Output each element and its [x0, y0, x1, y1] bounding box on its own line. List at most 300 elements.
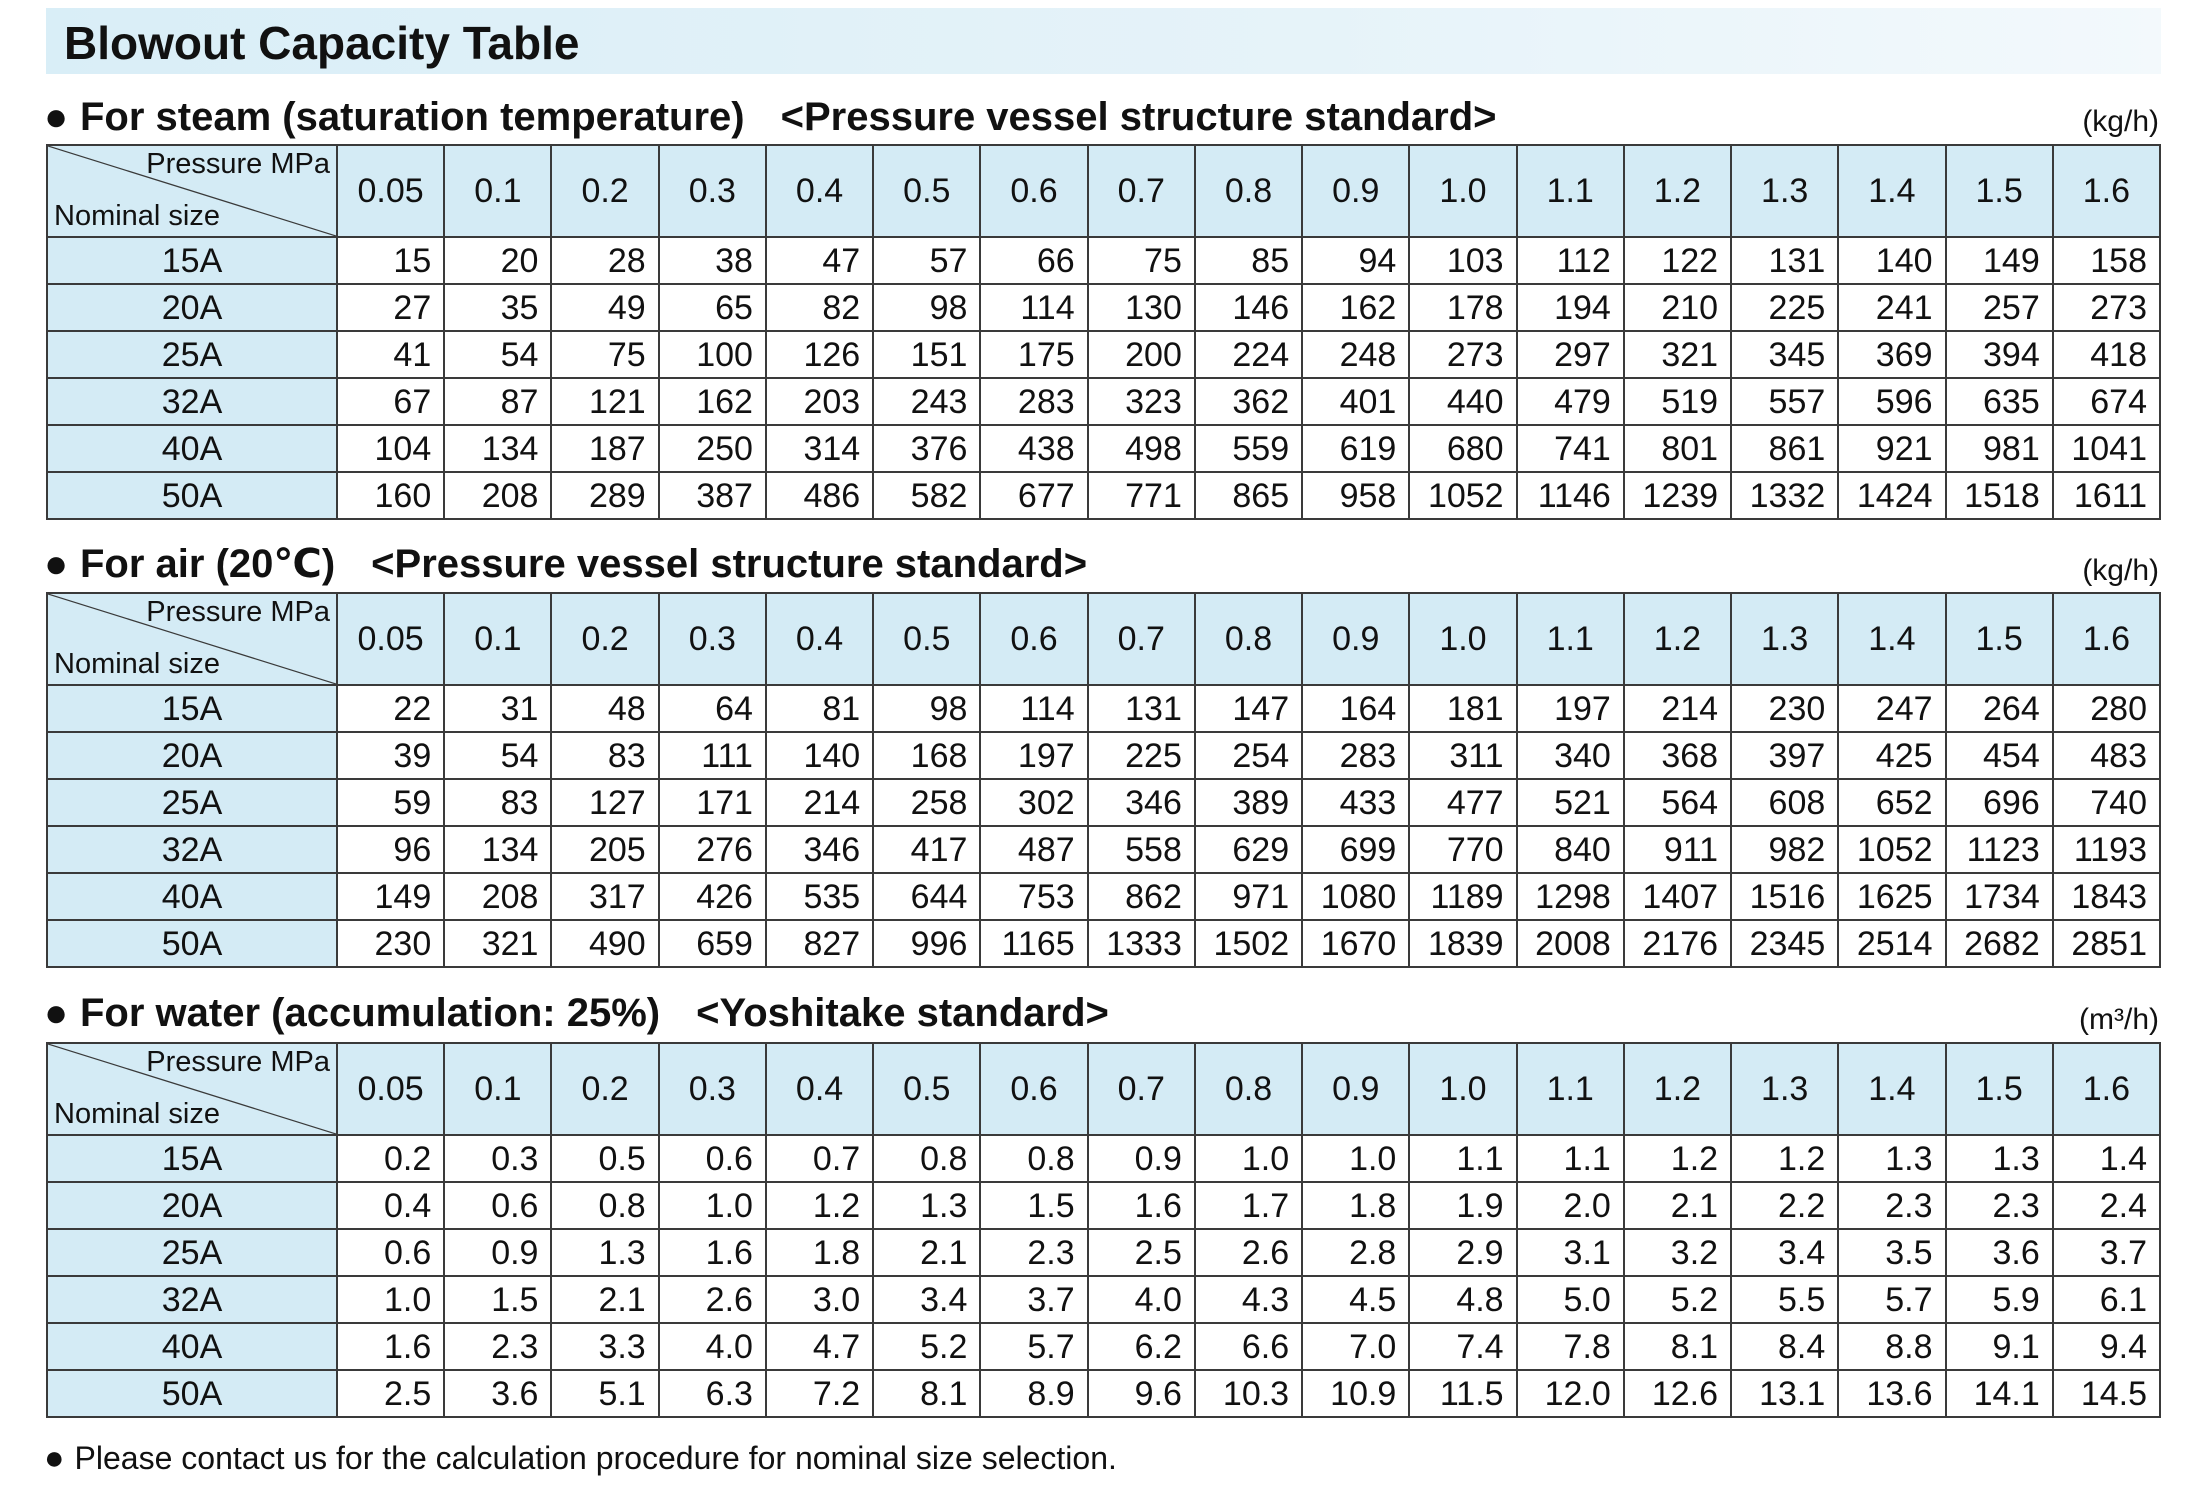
capacity-cell: 1041: [2053, 425, 2160, 472]
capacity-cell: 454: [1946, 732, 2053, 779]
capacity-cell: 558: [1088, 826, 1195, 873]
capacity-cell: 644: [873, 873, 980, 920]
pressure-header: 1.2: [1624, 1043, 1731, 1135]
capacity-cell: 317: [551, 873, 658, 920]
capacity-cell: 210: [1624, 284, 1731, 331]
pressure-header: 0.1: [444, 145, 551, 237]
pressure-header: 0.6: [980, 593, 1087, 685]
capacity-cell: 4.3: [1195, 1276, 1302, 1323]
capacity-cell: 254: [1195, 732, 1302, 779]
capacity-cell: 1165: [980, 920, 1087, 967]
capacity-cell: 1.1: [1409, 1135, 1516, 1182]
capacity-cell: 1052: [1409, 472, 1516, 519]
footer-text: Please contact us for the calculation procedure for nominal size selection.: [74, 1440, 1117, 1476]
capacity-cell: 629: [1195, 826, 1302, 873]
capacity-cell: 250: [659, 425, 766, 472]
capacity-cell: 258: [873, 779, 980, 826]
capacity-cell: 171: [659, 779, 766, 826]
capacity-cell: 31: [444, 685, 551, 732]
capacity-cell: 7.0: [1302, 1323, 1409, 1370]
nominal-size-cell: 32A: [47, 378, 337, 425]
capacity-cell: 2.4: [2053, 1182, 2160, 1229]
pressure-header: 1.1: [1517, 1043, 1624, 1135]
section-standard: <Pressure vessel structure standard>: [371, 542, 1088, 586]
pressure-header: 0.5: [873, 593, 980, 685]
pressure-header: 0.5: [873, 1043, 980, 1135]
capacity-cell: 1.3: [1838, 1135, 1945, 1182]
capacity-cell: 39: [337, 732, 444, 779]
capacity-cell: 740: [2053, 779, 2160, 826]
capacity-cell: 2682: [1946, 920, 2053, 967]
capacity-cell: 771: [1088, 472, 1195, 519]
capacity-cell: 1123: [1946, 826, 2053, 873]
capacity-cell: 241: [1838, 284, 1945, 331]
capacity-cell: 121: [551, 378, 658, 425]
table-row: [47, 472, 2160, 519]
bullet-icon: ●: [44, 991, 69, 1035]
capacity-cell: 0.3: [444, 1135, 551, 1182]
capacity-cell: 8.4: [1731, 1323, 1838, 1370]
capacity-cell: 490: [551, 920, 658, 967]
pressure-label: Pressure MPa: [146, 596, 330, 628]
capacity-cell: 958: [1302, 472, 1409, 519]
capacity-cell: 417: [873, 826, 980, 873]
capacity-cell: 8.8: [1838, 1323, 1945, 1370]
nominal-size-label: Nominal size: [54, 200, 220, 232]
pressure-header: 0.05: [337, 1043, 444, 1135]
nominal-size-cell: 15A: [47, 685, 337, 732]
pressure-header: 0.1: [444, 1043, 551, 1135]
capacity-cell: 20: [444, 237, 551, 284]
capacity-cell: 1.0: [1195, 1135, 1302, 1182]
capacity-cell: 82: [766, 284, 873, 331]
capacity-cell: 0.6: [444, 1182, 551, 1229]
capacity-cell: 582: [873, 472, 980, 519]
capacity-cell: 3.0: [766, 1276, 873, 1323]
nominal-size-cell: 25A: [47, 1229, 337, 1276]
capacity-cell: 9.4: [2053, 1323, 2160, 1370]
capacity-cell: 164: [1302, 685, 1409, 732]
capacity-cell: 2.3: [1838, 1182, 1945, 1229]
capacity-cell: 3.2: [1624, 1229, 1731, 1276]
capacity-cell: 214: [766, 779, 873, 826]
capacity-cell: 0.8: [873, 1135, 980, 1182]
capacity-cell: 2.5: [337, 1370, 444, 1417]
capacity-cell: 59: [337, 779, 444, 826]
capacity-cell: 438: [980, 425, 1087, 472]
capacity-cell: 158: [2053, 237, 2160, 284]
capacity-cell: 83: [551, 732, 658, 779]
capacity-cell: 5.1: [551, 1370, 658, 1417]
capacity-cell: 0.6: [337, 1229, 444, 1276]
pressure-header: 1.0: [1409, 1043, 1516, 1135]
nominal-size-cell: 40A: [47, 873, 337, 920]
capacity-cell: 376: [873, 425, 980, 472]
pressure-header: 0.2: [551, 1043, 658, 1135]
capacity-cell: 0.8: [551, 1182, 658, 1229]
capacity-cell: 1.3: [1946, 1135, 2053, 1182]
capacity-cell: 652: [1838, 779, 1945, 826]
capacity-cell: 425: [1838, 732, 1945, 779]
capacity-cell: 8.1: [1624, 1323, 1731, 1370]
capacity-cell: 483: [2053, 732, 2160, 779]
nominal-size-cell: 25A: [47, 779, 337, 826]
capacity-cell: 741: [1517, 425, 1624, 472]
capacity-cell: 680: [1409, 425, 1516, 472]
capacity-cell: 7.8: [1517, 1323, 1624, 1370]
pressure-header: 0.9: [1302, 145, 1409, 237]
capacity-cell: 1502: [1195, 920, 1302, 967]
capacity-cell: 753: [980, 873, 1087, 920]
capacity-cell: 181: [1409, 685, 1516, 732]
capacity-cell: 140: [1838, 237, 1945, 284]
capacity-cell: 15: [337, 237, 444, 284]
capacity-cell: 4.0: [1088, 1276, 1195, 1323]
capacity-table-water: [46, 1042, 2161, 1418]
capacity-cell: 7.2: [766, 1370, 873, 1417]
nominal-size-label: Nominal size: [54, 648, 220, 680]
capacity-cell: 418: [2053, 331, 2160, 378]
capacity-cell: 401: [1302, 378, 1409, 425]
capacity-cell: 22: [337, 685, 444, 732]
capacity-cell: 57: [873, 237, 980, 284]
pressure-header: 0.3: [659, 593, 766, 685]
pressure-header: 0.3: [659, 1043, 766, 1135]
pressure-header: 0.3: [659, 145, 766, 237]
capacity-cell: 1.0: [1302, 1135, 1409, 1182]
capacity-cell: 1332: [1731, 472, 1838, 519]
capacity-cell: 1298: [1517, 873, 1624, 920]
capacity-cell: 1.2: [766, 1182, 873, 1229]
capacity-cell: 112: [1517, 237, 1624, 284]
table-row: [47, 284, 2160, 331]
capacity-cell: 1611: [2053, 472, 2160, 519]
capacity-cell: 38: [659, 237, 766, 284]
pressure-header: 1.3: [1731, 145, 1838, 237]
capacity-cell: 397: [1731, 732, 1838, 779]
capacity-cell: 1.2: [1731, 1135, 1838, 1182]
pressure-header: 0.2: [551, 145, 658, 237]
pressure-header: 1.1: [1517, 145, 1624, 237]
capacity-cell: 289: [551, 472, 658, 519]
nominal-size-cell: 20A: [47, 1182, 337, 1229]
capacity-cell: 225: [1088, 732, 1195, 779]
capacity-cell: 433: [1302, 779, 1409, 826]
capacity-cell: 3.1: [1517, 1229, 1624, 1276]
pressure-header: 0.05: [337, 145, 444, 237]
pressure-header: 1.6: [2053, 1043, 2160, 1135]
capacity-cell: 1.4: [2053, 1135, 2160, 1182]
pressure-header: 1.4: [1838, 593, 1945, 685]
capacity-cell: 302: [980, 779, 1087, 826]
nominal-size-cell: 25A: [47, 331, 337, 378]
capacity-cell: 3.3: [551, 1323, 658, 1370]
capacity-cell: 35: [444, 284, 551, 331]
pressure-header: 0.4: [766, 145, 873, 237]
capacity-cell: 2.1: [873, 1229, 980, 1276]
pressure-header: 0.05: [337, 593, 444, 685]
pressure-header: 0.4: [766, 1043, 873, 1135]
capacity-cell: 865: [1195, 472, 1302, 519]
capacity-cell: 214: [1624, 685, 1731, 732]
pressure-label: Pressure MPa: [146, 1046, 330, 1078]
capacity-cell: 321: [1624, 331, 1731, 378]
pressure-header: 0.9: [1302, 1043, 1409, 1135]
pressure-header: 0.4: [766, 593, 873, 685]
capacity-cell: 368: [1624, 732, 1731, 779]
capacity-cell: 264: [1946, 685, 2053, 732]
pressure-header: 0.1: [444, 593, 551, 685]
capacity-cell: 2514: [1838, 920, 1945, 967]
capacity-cell: 3.5: [1838, 1229, 1945, 1276]
capacity-cell: 114: [980, 284, 1087, 331]
capacity-cell: 345: [1731, 331, 1838, 378]
capacity-cell: 12.0: [1517, 1370, 1624, 1417]
capacity-cell: 1.8: [1302, 1182, 1409, 1229]
capacity-cell: 197: [980, 732, 1087, 779]
capacity-cell: 486: [766, 472, 873, 519]
capacity-cell: 10.9: [1302, 1370, 1409, 1417]
capacity-cell: 131: [1088, 685, 1195, 732]
capacity-cell: 2.8: [1302, 1229, 1409, 1276]
capacity-cell: 2008: [1517, 920, 1624, 967]
nominal-size-cell: 50A: [47, 472, 337, 519]
capacity-table-air: [46, 592, 2161, 968]
capacity-cell: 175: [980, 331, 1087, 378]
capacity-cell: 12.6: [1624, 1370, 1731, 1417]
capacity-cell: 87: [444, 378, 551, 425]
capacity-cell: 3.4: [873, 1276, 980, 1323]
capacity-cell: 1625: [1838, 873, 1945, 920]
capacity-cell: 311: [1409, 732, 1516, 779]
capacity-cell: 3.7: [2053, 1229, 2160, 1276]
section-unit: (kg/h): [2082, 105, 2159, 138]
capacity-cell: 608: [1731, 779, 1838, 826]
capacity-cell: 27: [337, 284, 444, 331]
table-row: [47, 237, 2160, 284]
capacity-cell: 111: [659, 732, 766, 779]
nominal-size-cell: 50A: [47, 1370, 337, 1417]
capacity-cell: 98: [873, 284, 980, 331]
pressure-header: 1.3: [1731, 1043, 1838, 1135]
pressure-header: 0.7: [1088, 1043, 1195, 1135]
capacity-cell: 0.7: [766, 1135, 873, 1182]
pressure-header: 1.4: [1838, 145, 1945, 237]
pressure-header: 1.5: [1946, 1043, 2053, 1135]
capacity-cell: 971: [1195, 873, 1302, 920]
capacity-cell: 5.5: [1731, 1276, 1838, 1323]
capacity-cell: 314: [766, 425, 873, 472]
capacity-cell: 257: [1946, 284, 2053, 331]
capacity-cell: 2.0: [1517, 1182, 1624, 1229]
capacity-cell: 861: [1731, 425, 1838, 472]
capacity-cell: 1.1: [1517, 1135, 1624, 1182]
nominal-size-cell: 40A: [47, 1323, 337, 1370]
capacity-cell: 659: [659, 920, 766, 967]
capacity-cell: 149: [1946, 237, 2053, 284]
capacity-cell: 5.9: [1946, 1276, 2053, 1323]
capacity-cell: 187: [551, 425, 658, 472]
capacity-cell: 64: [659, 685, 766, 732]
capacity-cell: 4.7: [766, 1323, 873, 1370]
capacity-cell: 1518: [1946, 472, 2053, 519]
capacity-cell: 921: [1838, 425, 1945, 472]
capacity-cell: 1193: [2053, 826, 2160, 873]
capacity-cell: 65: [659, 284, 766, 331]
capacity-cell: 1333: [1088, 920, 1195, 967]
capacity-cell: 557: [1731, 378, 1838, 425]
capacity-cell: 696: [1946, 779, 2053, 826]
capacity-cell: 535: [766, 873, 873, 920]
capacity-cell: 224: [1195, 331, 1302, 378]
header-row: [47, 1043, 2160, 1135]
pressure-header: 0.8: [1195, 145, 1302, 237]
capacity-cell: 2.1: [551, 1276, 658, 1323]
capacity-cell: 54: [444, 331, 551, 378]
pressure-header: 0.5: [873, 145, 980, 237]
capacity-cell: 1839: [1409, 920, 1516, 967]
capacity-cell: 96: [337, 826, 444, 873]
capacity-cell: 0.9: [1088, 1135, 1195, 1182]
capacity-cell: 2.5: [1088, 1229, 1195, 1276]
capacity-cell: 203: [766, 378, 873, 425]
capacity-cell: 160: [337, 472, 444, 519]
pressure-header: 0.7: [1088, 145, 1195, 237]
capacity-cell: 2.2: [1731, 1182, 1838, 1229]
capacity-cell: 197: [1517, 685, 1624, 732]
capacity-cell: 1.5: [444, 1276, 551, 1323]
capacity-cell: 1.3: [551, 1229, 658, 1276]
capacity-cell: 1052: [1838, 826, 1945, 873]
capacity-cell: 276: [659, 826, 766, 873]
capacity-cell: 862: [1088, 873, 1195, 920]
pressure-header: 1.0: [1409, 593, 1516, 685]
section-title: For steam (saturation temperature): [80, 95, 745, 139]
capacity-cell: 674: [2053, 378, 2160, 425]
capacity-cell: 6.2: [1088, 1323, 1195, 1370]
capacity-cell: 1.6: [337, 1323, 444, 1370]
capacity-cell: 5.7: [1838, 1276, 1945, 1323]
capacity-cell: 168: [873, 732, 980, 779]
pressure-header: 1.1: [1517, 593, 1624, 685]
capacity-cell: 9.1: [1946, 1323, 2053, 1370]
nominal-size-label: Nominal size: [54, 1098, 220, 1130]
table-row: [47, 1229, 2160, 1276]
bullet-icon: ●: [44, 95, 69, 139]
pressure-header: 1.0: [1409, 145, 1516, 237]
capacity-cell: 1424: [1838, 472, 1945, 519]
capacity-cell: 151: [873, 331, 980, 378]
capacity-cell: 49: [551, 284, 658, 331]
capacity-cell: 2.1: [1624, 1182, 1731, 1229]
capacity-cell: 205: [551, 826, 658, 873]
capacity-cell: 5.2: [873, 1323, 980, 1370]
capacity-cell: 1843: [2053, 873, 2160, 920]
capacity-cell: 47: [766, 237, 873, 284]
capacity-cell: 2.3: [444, 1323, 551, 1370]
capacity-cell: 273: [2053, 284, 2160, 331]
capacity-cell: 1.0: [659, 1182, 766, 1229]
capacity-cell: 2345: [1731, 920, 1838, 967]
capacity-cell: 1146: [1517, 472, 1624, 519]
capacity-cell: 1.3: [873, 1182, 980, 1229]
capacity-cell: 81: [766, 685, 873, 732]
capacity-cell: 146: [1195, 284, 1302, 331]
footer-note: [44, 1438, 1117, 1478]
pressure-label: Pressure MPa: [146, 148, 330, 180]
capacity-cell: 981: [1946, 425, 2053, 472]
capacity-cell: 498: [1088, 425, 1195, 472]
capacity-cell: 83: [444, 779, 551, 826]
capacity-cell: 362: [1195, 378, 1302, 425]
section-heading-water: [44, 988, 1109, 1038]
pressure-header: 1.2: [1624, 145, 1731, 237]
section-title: For air (20℃): [80, 542, 336, 586]
capacity-cell: 321: [444, 920, 551, 967]
capacity-cell: 104: [337, 425, 444, 472]
capacity-cell: 8.1: [873, 1370, 980, 1417]
nominal-size-cell: 32A: [47, 1276, 337, 1323]
capacity-cell: 0.9: [444, 1229, 551, 1276]
bullet-icon: ●: [44, 1439, 65, 1477]
capacity-cell: 200: [1088, 331, 1195, 378]
table-row: [47, 425, 2160, 472]
table-row: [47, 1135, 2160, 1182]
pressure-header: 0.6: [980, 145, 1087, 237]
capacity-cell: 94: [1302, 237, 1409, 284]
capacity-cell: 75: [1088, 237, 1195, 284]
capacity-cell: 1407: [1624, 873, 1731, 920]
capacity-cell: 1670: [1302, 920, 1409, 967]
nominal-size-cell: 15A: [47, 237, 337, 284]
capacity-cell: 6.1: [2053, 1276, 2160, 1323]
capacity-cell: 247: [1838, 685, 1945, 732]
capacity-cell: 619: [1302, 425, 1409, 472]
capacity-cell: 1.8: [766, 1229, 873, 1276]
capacity-cell: 280: [2053, 685, 2160, 732]
capacity-cell: 5.0: [1517, 1276, 1624, 1323]
capacity-cell: 346: [766, 826, 873, 873]
bullet-icon: ●: [44, 542, 69, 586]
capacity-cell: 699: [1302, 826, 1409, 873]
capacity-cell: 3.6: [1946, 1229, 2053, 1276]
table-row: [47, 331, 2160, 378]
capacity-cell: 149: [337, 873, 444, 920]
nominal-size-cell: 50A: [47, 920, 337, 967]
capacity-cell: 75: [551, 331, 658, 378]
capacity-cell: 14.1: [1946, 1370, 2053, 1417]
nominal-size-cell: 40A: [47, 425, 337, 472]
capacity-cell: 2.3: [1946, 1182, 2053, 1229]
pressure-header: 1.5: [1946, 593, 2053, 685]
pressure-header: 1.5: [1946, 145, 2053, 237]
capacity-cell: 1.0: [337, 1276, 444, 1323]
capacity-cell: 1239: [1624, 472, 1731, 519]
capacity-cell: 248: [1302, 331, 1409, 378]
capacity-cell: 66: [980, 237, 1087, 284]
section-heading-air: [44, 539, 1087, 589]
section-unit: (m³/h): [2079, 1003, 2159, 1036]
header-row: [47, 593, 2160, 685]
capacity-cell: 162: [659, 378, 766, 425]
table-row: [47, 1370, 2160, 1417]
section-heading-steam: [44, 92, 1497, 142]
capacity-cell: 100: [659, 331, 766, 378]
capacity-cell: 54: [444, 732, 551, 779]
capacity-cell: 130: [1088, 284, 1195, 331]
capacity-cell: 8.9: [980, 1370, 1087, 1417]
capacity-cell: 1516: [1731, 873, 1838, 920]
